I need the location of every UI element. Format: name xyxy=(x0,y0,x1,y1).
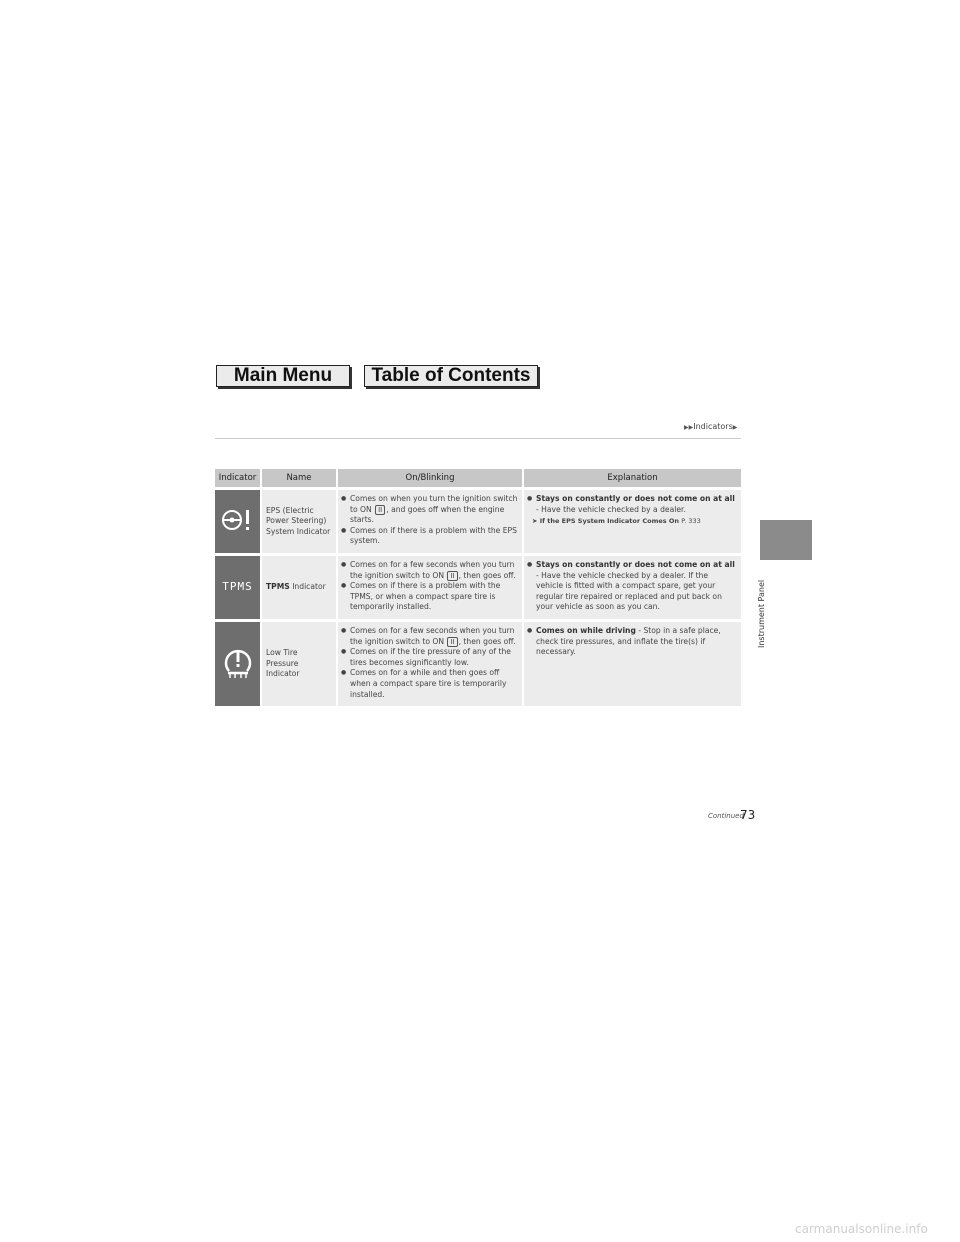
table-row xyxy=(215,554,741,620)
header-explanation: Explanation xyxy=(523,469,741,489)
header-name: Name xyxy=(261,469,337,489)
main-menu-button[interactable]: Main Menu xyxy=(216,365,350,387)
explanation-cell xyxy=(523,554,741,620)
indicators-table xyxy=(215,469,741,706)
on-blinking-cell xyxy=(337,489,523,555)
indicator-cell xyxy=(215,489,261,555)
list-item: ● Comes on if the tire pressure of any of the tires becomes significantly low. xyxy=(350,647,518,668)
header-on-blinking: On/Blinking xyxy=(337,469,523,489)
side-tab-marker xyxy=(760,520,812,560)
list-item: ● Comes on if there is a problem with the EPS system. xyxy=(350,526,518,547)
watermark: carmanualsonline.info xyxy=(795,1222,928,1236)
breadcrumb-section[interactable]: Indicators xyxy=(693,422,733,431)
name-cell: TPMS Indicator xyxy=(261,554,337,620)
name-cell: EPS (Electric Power Steering) System Indicator xyxy=(261,489,337,555)
breadcrumb xyxy=(684,422,737,431)
indicator-cell xyxy=(215,554,261,620)
table-row xyxy=(215,620,741,706)
ignition-key-ii-icon: II xyxy=(375,505,385,515)
table-header-row xyxy=(215,469,741,489)
reference-arrow-icon: ➤ xyxy=(532,517,540,526)
breadcrumb-tail-arrow: ▶ xyxy=(732,424,738,431)
list-item: ● Comes on for a few seconds when you turn the ignition switch to ON II , then goes off. xyxy=(350,626,518,647)
header-indicator: Indicator xyxy=(215,469,261,489)
continued-label: Continued xyxy=(708,812,744,820)
name-cell: Low Tire Pressure Indicator xyxy=(261,620,337,706)
table-of-contents-button[interactable]: Table of Contents xyxy=(364,365,538,387)
on-blinking-cell xyxy=(337,620,523,706)
table-row xyxy=(215,489,741,555)
list-item: ● Stays on constantly or does not come on at all - Have the vehicle checked by a dealer. ➤ If the EPS System Indicator Comes On P. 333 xyxy=(536,494,737,527)
page-reference-link[interactable]: ➤ If the EPS System Indicator Comes On P. 333 xyxy=(532,517,701,526)
explanation-cell xyxy=(523,620,741,706)
on-blinking-cell xyxy=(337,554,523,620)
explanation-cell xyxy=(523,489,741,555)
eps-steering-warning-icon xyxy=(220,505,256,535)
page-number: 73 xyxy=(740,808,756,822)
breadcrumb-arrows: ▶▶ xyxy=(684,424,694,431)
list-item: ● Comes on for a few seconds when you turn the ignition switch to ON II , then goes off. xyxy=(350,560,518,581)
list-item: ● Comes on if there is a problem with the TPMS, or when a compact spare tire is temporarily installed. xyxy=(350,581,518,613)
low-tire-pressure-icon xyxy=(222,643,254,681)
ignition-key-ii-icon: II xyxy=(447,571,457,581)
list-item: ● Comes on when you turn the ignition switch to ON II , and goes off when the engine starts. xyxy=(350,494,518,526)
list-item: ● Comes on while driving - Stop in a safe place, check tire pressures, and inflate the tire(s) if necessary. xyxy=(536,626,737,658)
side-tab-label: Instrument Panel xyxy=(757,579,766,648)
list-item: ● Comes on for a while and then goes off when a compact spare tire is temporarily installed. xyxy=(350,668,518,700)
header-divider xyxy=(215,438,741,439)
list-item: ● Stays on constantly or does not come on at all - Have the vehicle checked by a dealer. If the vehicle is fitted with a compact spare, get your regular tire repaired or replaced and put back on your vehicle as soon as you can. xyxy=(536,560,737,613)
tpms-icon: TPMS xyxy=(222,579,253,593)
ignition-key-ii-icon: II xyxy=(447,637,457,647)
indicator-cell xyxy=(215,620,261,706)
